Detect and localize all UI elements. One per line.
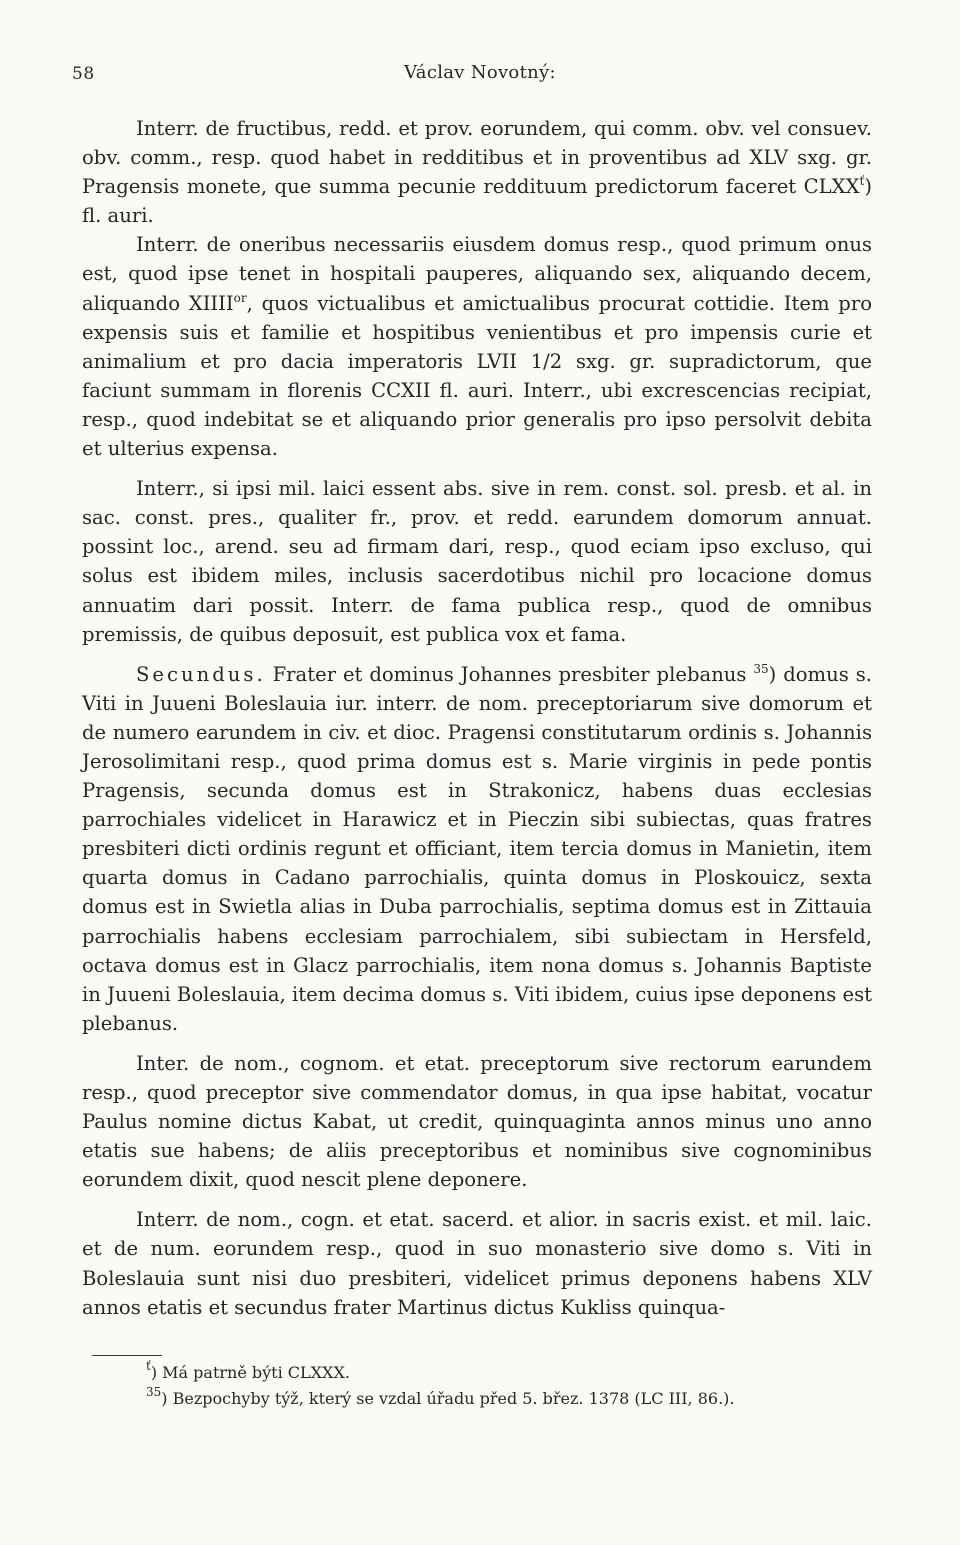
paragraph-text: Inter. de nom., cognom. et etat. preceptorum sive rectorum earundem resp., quod preceptor sive commendator domus, in qua ipse habitat, vocatur Paulus nomine dictus Kabat, ut credit, quinquaginta annos minus uno anno etatis sue habens; de aliis preceptoribus et nominibus sive cognominibus eorundem dixit, quod nescit plene deponere. xyxy=(82,1051,872,1192)
footnote xyxy=(146,1386,866,1412)
paragraph-laici xyxy=(82,474,872,649)
paragraph-preceptorum xyxy=(82,1049,872,1194)
running-head: Václav Novotný: xyxy=(404,62,556,83)
paragraph-text: Interr. de nom., cogn. et etat. sacerd. et alior. in sacris exist. et mil. laic. et de num. eorundem resp., quod in suo monasterio sive domo s. Viti in Boleslauia sunt nisi duo presbiteri, videlicet primus deponens habens XLV annos etatis et secundus frater Martinus dictus Kukliss quinqua- xyxy=(82,1208,872,1319)
witness-heading: Secundus. xyxy=(136,662,266,686)
footnote-mark: 35 xyxy=(146,1385,162,1399)
paragraph-text: Interr., si ipsi mil. laici essent abs. sive in rem. const. sol. presb. et al. in sac. const. pres., qualiter fr., prov. et redd. earundem domorum annuat. possint loc., arend. seu ad firmam dari, resp., quod eciam ipso excluso, qui solus est ibidem miles, inclusis sacerdotibus nichil pro locacione domus annuatim dari possit. Interr. de fama publica resp., quod de omnibus premissis, de quibus deposuit, est publica vox et fama. xyxy=(82,477,872,646)
footnote xyxy=(146,1360,866,1386)
footnote-text: ) Bezpochyby týž, který se vzdal úřadu před 5. břez. 1378 (LC III, 86.). xyxy=(161,1389,735,1408)
footnote-ref: ť xyxy=(859,174,865,189)
paragraph-text: ) domus s. Viti in Juueni Boleslauia iur. interr. de nom. preceptoriarum sive domorum et de numero earundem in civ. et dioc. Pragensi constitutarum ordinis s. Johannis Jerosolimitani resp., quod prima domus est s. Marie virginis in pede pontis Pragensis, secunda domus est in Strakonicz, habens duas ecclesias parrochiales videlicet in Harawicz et in Pieczin sibi subiectas, quas fratres presbiteri dicti ordinis regunt et officiant, item tercia domus in Manietin, item quarta domus in Cadano parrochialis, quinta domus in Ploskouicz, sexta domus est in Swietla alias in Duba parrochialis, septima domus est in Zittauia parrochialis habens ecclesiam parrochialem, sibi subiectam in Hersfeld, octava domus est in Glacz parrochialis, item nona domus s. Johannis Baptiste in Juueni Boleslauia, item decima domus s. Viti ibidem, cuius ipse deponens est plebanus. xyxy=(82,662,873,1035)
superscript: or xyxy=(233,290,247,305)
paragraph-secundus xyxy=(82,660,872,1038)
paragraph-text: , quos victualibus et amictualibus procurat cottidie. Item pro expensis suis et familie et hospitibus venientibus et pro impensis curie et animalium et pro dacia imperatoris LVII xyxy=(82,291,872,373)
body-text xyxy=(82,114,872,1322)
footnotes xyxy=(146,1360,866,1412)
footnote-mark: ť xyxy=(146,1359,151,1373)
paragraph-text: Interr. de oneribus necessariis eiusdem domus resp., quod primum onus est, quod ipse tenet in hospitali pauperes, aliquando sex, aliquando decem, aliquando XIIII xyxy=(82,233,872,315)
footnote-text: ) Má patrně býti CLXXX. xyxy=(150,1363,350,1382)
paragraph-fructibus xyxy=(82,114,872,230)
footnote-divider xyxy=(92,1355,162,1356)
paragraph-text: sxg. gr. supradictorum, que faciunt summam in florenis CCXII fl. auri. Interr., ubi excrescencias recipiat, resp., quod indebitat se et aliquando prior generalis pro ipso persolvit debita et ulterius expensa. xyxy=(82,349,872,461)
paragraph-sacerdotum xyxy=(82,1205,872,1321)
paragraph-oneribus xyxy=(82,230,872,463)
paragraph-text: Interr. de fructibus, redd. et prov. eorundem, qui comm. obv. vel consuev. obv. comm., resp. quod habet in redditibus et in proventibus ad XLV sxg. gr. Pragensis monete, que summa pecunie reddituum predictorum faceret CLXX xyxy=(82,117,872,199)
footnote-ref: 35 xyxy=(753,661,769,676)
page-number: 58 xyxy=(72,64,95,84)
paragraph-text: Frater et dominus Johannes presbiter plebanus xyxy=(265,662,754,686)
paragraph-text: ) fl. auri. xyxy=(82,175,872,228)
fraction: 1/2 xyxy=(530,349,563,373)
